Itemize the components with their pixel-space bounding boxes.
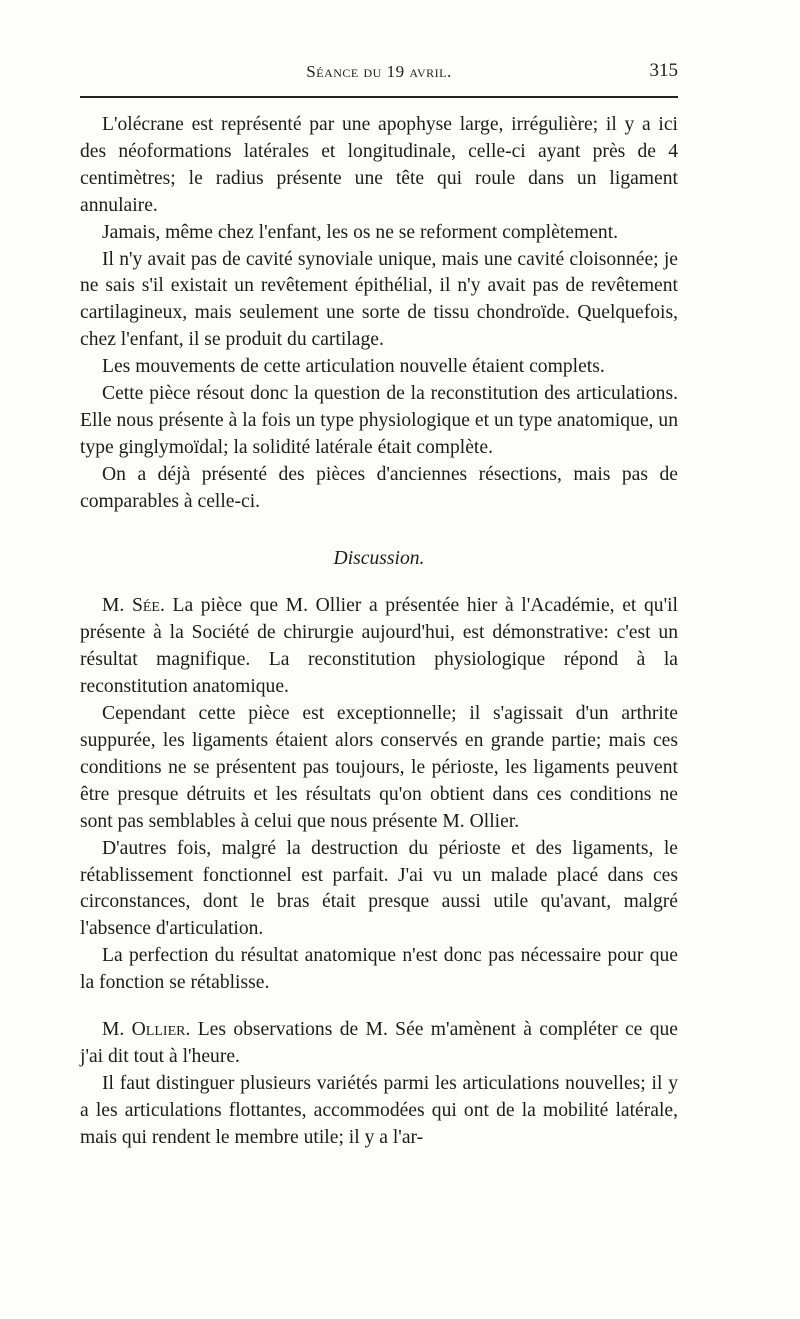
running-title: Séance du 19 avril. (306, 62, 452, 81)
paragraph: Jamais, même chez l'enfant, les os ne se reforment complètement. (102, 221, 619, 243)
ollier-intro-text: Les observations de M. Sée m'amènent à compléter ce que j'ai dit tout à l'heure. (80, 1019, 678, 1067)
paragraph: L'olécrane est représenté par une apophyse large, irrégulière; il y a ici des néoformations latérales et longitudinale, celle-ci ayant près de 4 centimètres; le radius présente une tête qui roule dans un ligament annulaire. (80, 114, 678, 216)
see-paragraph (80, 593, 678, 701)
paragraph: D'autres fois, malgré la destruction du périoste et des ligaments, le rétablissement fonctionnel est parfait. J'ai vu un malade placé dans ces circonstances, dont le bras était presque aussi utile qu'avant, malgré l'absence d'articulation. (80, 837, 678, 940)
paragraph: On a déjà présenté des pièces d'anciennes résections, mais pas de comparables à celle-ci. (80, 463, 678, 512)
discussion-heading: Discussion. (333, 547, 425, 569)
ollier-paragraph (80, 1017, 678, 1071)
paragraph: La perfection du résultat anatomique n'est donc pas nécessaire pour que la fonction se rétablisse. (80, 945, 678, 994)
paragraph: Cependant cette pièce est exceptionnelle; il s'agissait d'un arthrite suppurée, les ligaments étaient alors conservés en grande partie; mais ces conditions ne se présentent pas toujours, le périoste, les ligaments peuvent être presque détruits et les résultats qu'on obtient dans ces conditions ne sont pas semblables à celui que nous présente M. Ollier. (80, 703, 678, 832)
speaker-ollier: M. Ollier. (102, 1019, 191, 1041)
paragraph: Cette pièce résout donc la question de la reconstitution des articulations. Elle nous présente à la fois un type physiologique et un type anatomique, un type ginglymoïdal; la solidité latérale était complète. (80, 383, 678, 458)
speaker-see: M. Sée. (102, 595, 165, 617)
paragraph: Les mouvements de cette articulation nouvelle étaient complets. (102, 356, 605, 378)
page-number: 315 (649, 60, 678, 81)
text-block (80, 112, 678, 1152)
paragraph: Il n'y avait pas de cavité synoviale unique, mais une cavité cloisonnée; je ne sais s'il existait un revêtement épithélial, il n'y avait pas de revêtement cartilagineux, mais seulement une sorte de tissu chondroïde. Quelquefois, chez l'enfant, il se produit du cartilage. (80, 248, 678, 351)
header-rule (80, 96, 678, 98)
see-intro-text: La pièce que M. Ollier a présentée hier à l'Académie, et qu'il présente à la Société de chirurgie aujourd'hui, est démonstrative: c'est un résultat magnifique. La reconstitution physiologique répond à la reconstitution anatomique. (80, 595, 678, 698)
running-head (80, 60, 678, 88)
paragraph: Il faut distinguer plusieurs variétés parmi les articulations nouvelles; il y a les articulations flottantes, accommodées qui ont de la mobilité latérale, mais qui rendent le membre utile; il y a l'ar- (80, 1072, 678, 1148)
